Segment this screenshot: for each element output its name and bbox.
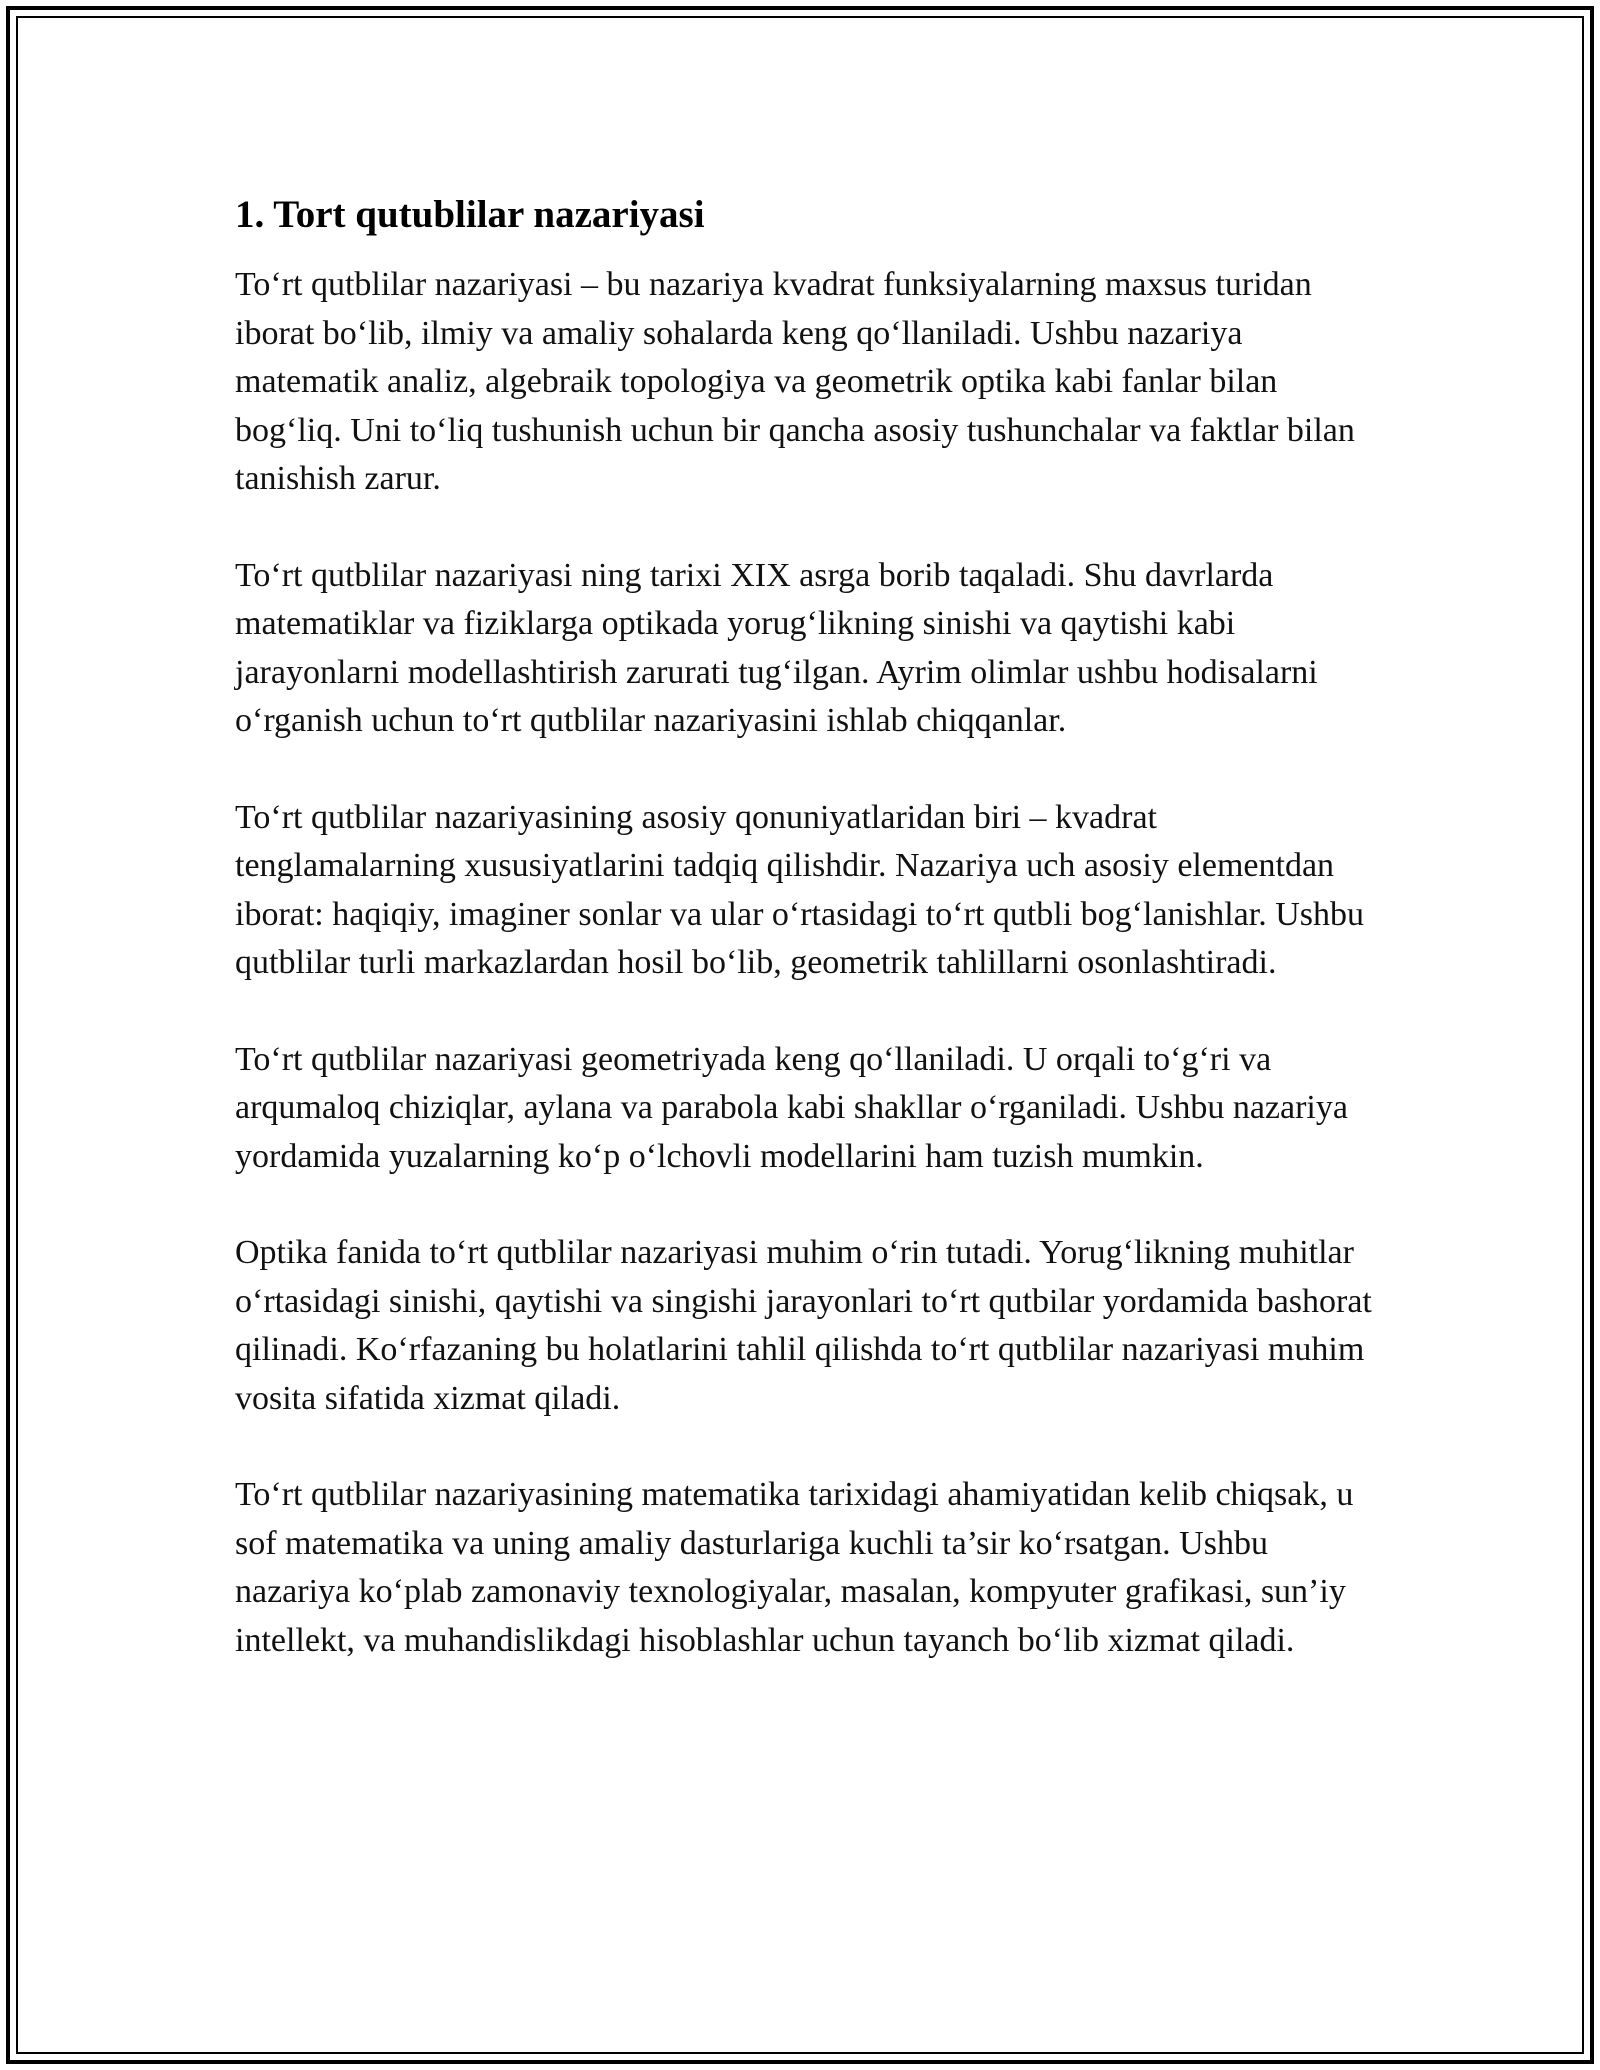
paragraph-4: To‘rt qutblilar nazariyasi geometriyada keng qo‘llaniladi. U orqali to‘g‘ri va arqumaloq chiziqlar, aylana va parabola kabi shakllar o‘rganiladi. Ushbu nazariya yordamida yuzalarning ko‘p o‘lchovli modellarini ham tuzish mumkin. [235, 1040, 1348, 1175]
document-body [235, 185, 1375, 1665]
paragraph-1: To‘rt qutblilar nazariyasi – bu nazariya kvadrat funksiyalarning maxsus turidan iborat bo‘lib, ilmiy va amaliy sohalarda keng qo‘llaniladi. Ushbu nazariya matematik analiz, algebraik topologiya va geometrik optika kabi fanlar bilan bog‘liq. Uni to‘liq tushunish uchun bir qancha asosiy tushunchalar va faktlar bilan tanishish zarur. [235, 266, 1355, 497]
paragraph-3: To‘rt qutblilar nazariyasining asosiy qonuniyatlaridan biri – kvadrat tenglamalarning xususiyatlarini tadqiq qilishdir. Nazariya uch asosiy elementdan iborat: haqiqiy, imaginer sonlar va ular o‘rtasidagi to‘rt qutbli bog‘lanishlar. Ushbu qutblilar turli markazlardan hosil bo‘lib, geometrik tahlillarni osonlashtiradi. [235, 798, 1364, 981]
paragraph-6: To‘rt qutblilar nazariyasining matematika tarixidagi ahamiyatidan kelib chiqsak, u sof matematika va uning amaliy dasturlariga kuchli ta’sir ko‘rsatgan. Ushbu nazariya ko‘plab zamonaviy texnologiyalar, masalan, kompyuter grafikasi, sun’iy intellekt, va muhandislikdagi hisoblashlar uchun tayanch bo‘lib xizmat qiladi. [235, 1476, 1354, 1659]
paragraph-2: To‘rt qutblilar nazariyasi ning tarixi XIX asrga borib taqaladi. Shu davrlarda matematiklar va fiziklarga optikada yorug‘likning sinishi va qaytishi kabi jarayonlarni modellashtirish zarurati tug‘ilgan. Ayrim olimlar ushbu hodisalarni o‘rganish uchun to‘rt qutblilar nazariyasini ishlab chiqqanlar. [235, 556, 1318, 739]
section-title: 1. Tort qutublilar nazariyasi [235, 193, 705, 236]
paragraph-5: Optika fanida to‘rt qutblilar nazariyasi muhim o‘rin tutadi. Yorug‘likning muhitlar o‘rtasidagi sinishi, qaytishi va singishi jarayonlari to‘rt qutbilar yordamida bashorat qilinadi. Ko‘rfazaning bu holatlarini tahlil qilishda to‘rt qutblilar nazariyasi muhim vosita sifatida xizmat qiladi. [235, 1234, 1372, 1417]
